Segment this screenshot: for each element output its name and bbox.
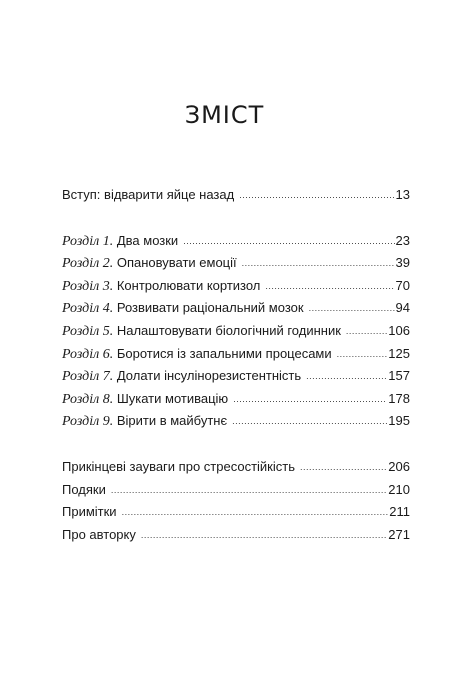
toc-group-intro [62, 184, 410, 207]
toc-entry-page: 106 [388, 322, 410, 338]
toc-entry-prefix: Розділ 6. [62, 346, 114, 362]
toc-entry[interactable] [62, 456, 410, 479]
toc-group-chapters [62, 230, 410, 433]
toc-entry-title: Долати інсулінорезистентність [116, 368, 302, 384]
toc-entry-page: 210 [388, 481, 410, 497]
toc-entry[interactable] [62, 388, 410, 411]
toc-entry-title: Боротися із запальними процесами [116, 345, 332, 361]
toc-entry-page: 157 [388, 368, 410, 384]
toc-entry-title: Подяки [62, 481, 106, 497]
dot-leader [265, 275, 394, 297]
toc-entry-label [62, 479, 106, 502]
toc-entry-prefix: Розділ 5. [62, 323, 114, 339]
toc-entry[interactable] [62, 320, 410, 343]
toc-entry-page: 94 [395, 300, 410, 316]
toc-entry-page: 125 [388, 345, 410, 361]
dot-leader [122, 501, 389, 523]
toc-entry-prefix: Розділ 2. [62, 256, 114, 272]
toc-entry-label [62, 524, 136, 547]
dot-leader [111, 479, 387, 501]
table-of-contents [62, 184, 410, 546]
toc-entry-title: Розвивати раціональний мозок [116, 300, 304, 316]
toc-entry-page: 211 [389, 504, 410, 520]
toc-entry-label [62, 410, 227, 433]
toc-entry-label [62, 252, 237, 275]
toc-entry[interactable] [62, 297, 410, 320]
dot-leader [346, 320, 387, 342]
toc-entry[interactable] [62, 275, 410, 298]
toc-entry-page: 178 [388, 390, 410, 406]
toc-entry[interactable] [62, 524, 410, 547]
dot-leader [239, 184, 394, 206]
toc-entry-title: Прикінцеві зауваги про стресостійкість [62, 458, 295, 474]
toc-entry-label [62, 343, 332, 366]
toc-entry-title: Два мозки [116, 232, 179, 248]
dot-leader [300, 456, 387, 478]
toc-group-back-matter [62, 456, 410, 546]
toc-entry-title: Шукати мотивацію [116, 390, 229, 406]
page-title: ЗМІСТ [184, 101, 265, 129]
dot-leader [306, 365, 387, 387]
toc-entry-label [62, 388, 228, 411]
toc-entry-title: Вступ: відварити яйце назад [62, 187, 235, 202]
toc-entry-label [62, 275, 260, 298]
dot-leader [242, 252, 395, 274]
toc-entry[interactable] [62, 501, 410, 524]
dot-leader [337, 343, 388, 365]
dot-leader [232, 410, 387, 432]
toc-entry-label [62, 320, 341, 343]
toc-entry-label [62, 230, 178, 253]
toc-entry-page: 39 [395, 255, 410, 271]
toc-entry-title: Про авторку [62, 526, 136, 542]
toc-entry-page: 195 [388, 413, 410, 429]
toc-entry-label [62, 456, 295, 479]
toc-entry-title: Примітки [62, 504, 117, 520]
toc-entry-label [62, 501, 117, 524]
toc-entry-title: Налаштовувати біологічний годинник [116, 322, 341, 338]
toc-entry[interactable] [62, 230, 410, 253]
toc-entry[interactable] [62, 252, 410, 275]
toc-entry-page: 23 [395, 232, 410, 248]
toc-entry-page: 13 [395, 187, 410, 202]
toc-entry[interactable] [62, 479, 410, 502]
dot-leader [233, 388, 387, 410]
toc-entry-prefix: Розділ 9. [62, 414, 114, 430]
toc-entry-label [62, 184, 234, 207]
toc-entry-label [62, 297, 304, 320]
toc-entry-page: 70 [395, 277, 410, 293]
dot-leader [309, 297, 395, 319]
toc-entry-prefix: Розділ 7. [62, 369, 114, 385]
toc-entry-title: Контролювати кортизол [116, 277, 261, 293]
toc-entry-prefix: Розділ 4. [62, 301, 114, 317]
toc-entry-prefix: Розділ 3. [62, 278, 114, 294]
toc-entry-page: 206 [388, 458, 410, 474]
toc-entry-title: Вірити в майбутнє [116, 413, 228, 429]
toc-entry[interactable] [62, 410, 410, 433]
toc-entry[interactable] [62, 365, 410, 388]
toc-entry-title: Опановувати емоції [116, 255, 237, 271]
toc-entry[interactable] [62, 343, 410, 366]
toc-entry-page: 271 [388, 526, 410, 542]
dot-leader [183, 230, 394, 252]
toc-entry-prefix: Розділ 1. [62, 233, 114, 249]
dot-leader [141, 524, 387, 546]
toc-entry[interactable] [62, 184, 410, 207]
toc-entry-prefix: Розділ 8. [62, 391, 114, 407]
toc-entry-label [62, 365, 301, 388]
